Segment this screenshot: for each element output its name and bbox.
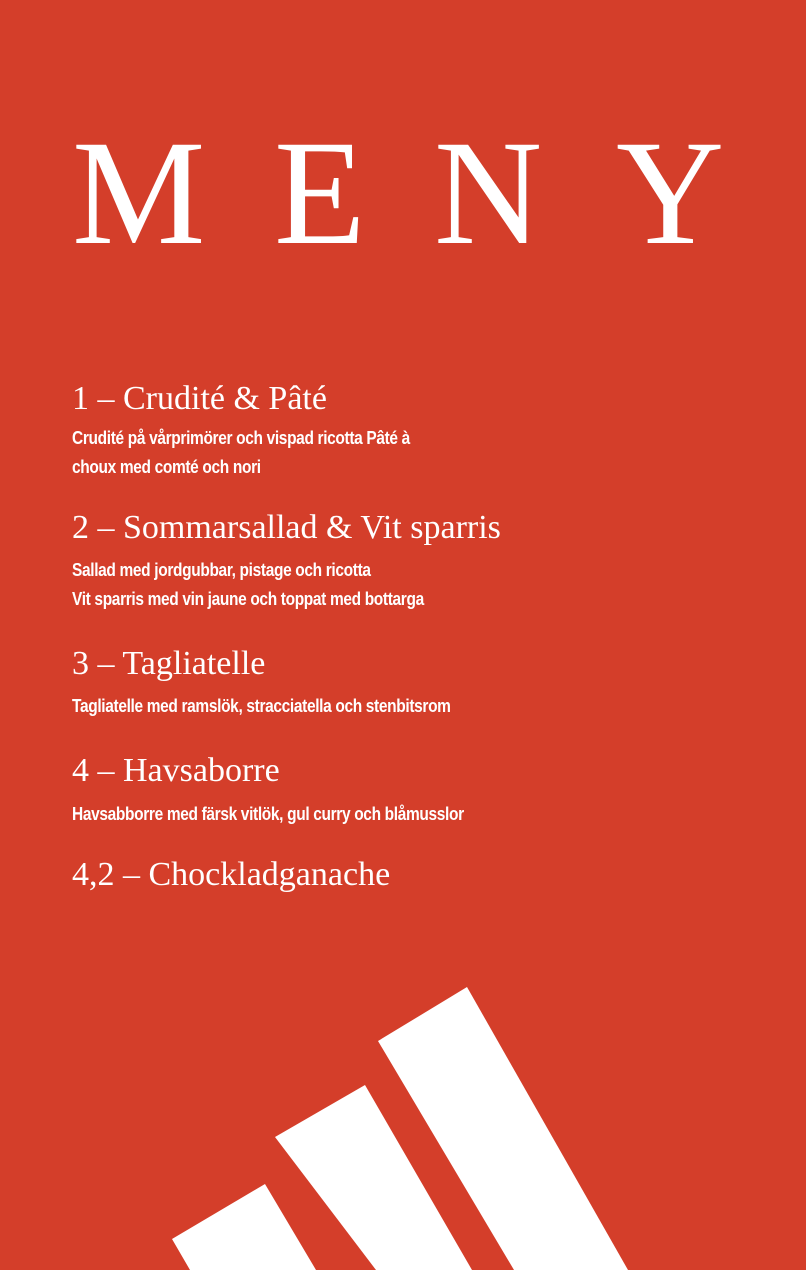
menu-item-2-desc-line-2: Vit sparris med vin jaune och toppat med bottarga bbox=[72, 589, 424, 609]
menu-item-1-title: 1 – Crudité & Pâté bbox=[72, 380, 327, 417]
menu-item-2-title: 2 – Sommarsallad & Vit sparris bbox=[72, 509, 501, 546]
menu-item-2-desc-line-1: Sallad med jordgubbar, pistage och ricotta bbox=[72, 560, 371, 580]
menu-item-5-title: 4,2 – Chockladganache bbox=[72, 856, 391, 893]
menu-item-4-desc-line-1: Havsabborre med färsk vitlök, gul curry och blåmusslor bbox=[72, 804, 464, 824]
title-letter-y: Y bbox=[616, 110, 725, 276]
menu-item-4-title: 4 – Havsaborre bbox=[72, 752, 280, 789]
menu-item-1-desc-line-2: choux med comté och nori bbox=[72, 457, 261, 477]
title-letter-e: E bbox=[274, 110, 366, 276]
title-letter-n: N bbox=[434, 110, 543, 276]
menu-item-3-title: 3 – Tagliatelle bbox=[72, 645, 266, 682]
stripe-short bbox=[172, 1184, 316, 1270]
menu-item-3-desc-line-1: Tagliatelle med ramslök, stracciatella och stenbitsrom bbox=[72, 696, 451, 716]
title-letter-m: M bbox=[72, 110, 206, 276]
menu-item-1-desc-line-1: Crudité på vårprimörer och vispad ricotta Pâté à bbox=[72, 428, 410, 448]
